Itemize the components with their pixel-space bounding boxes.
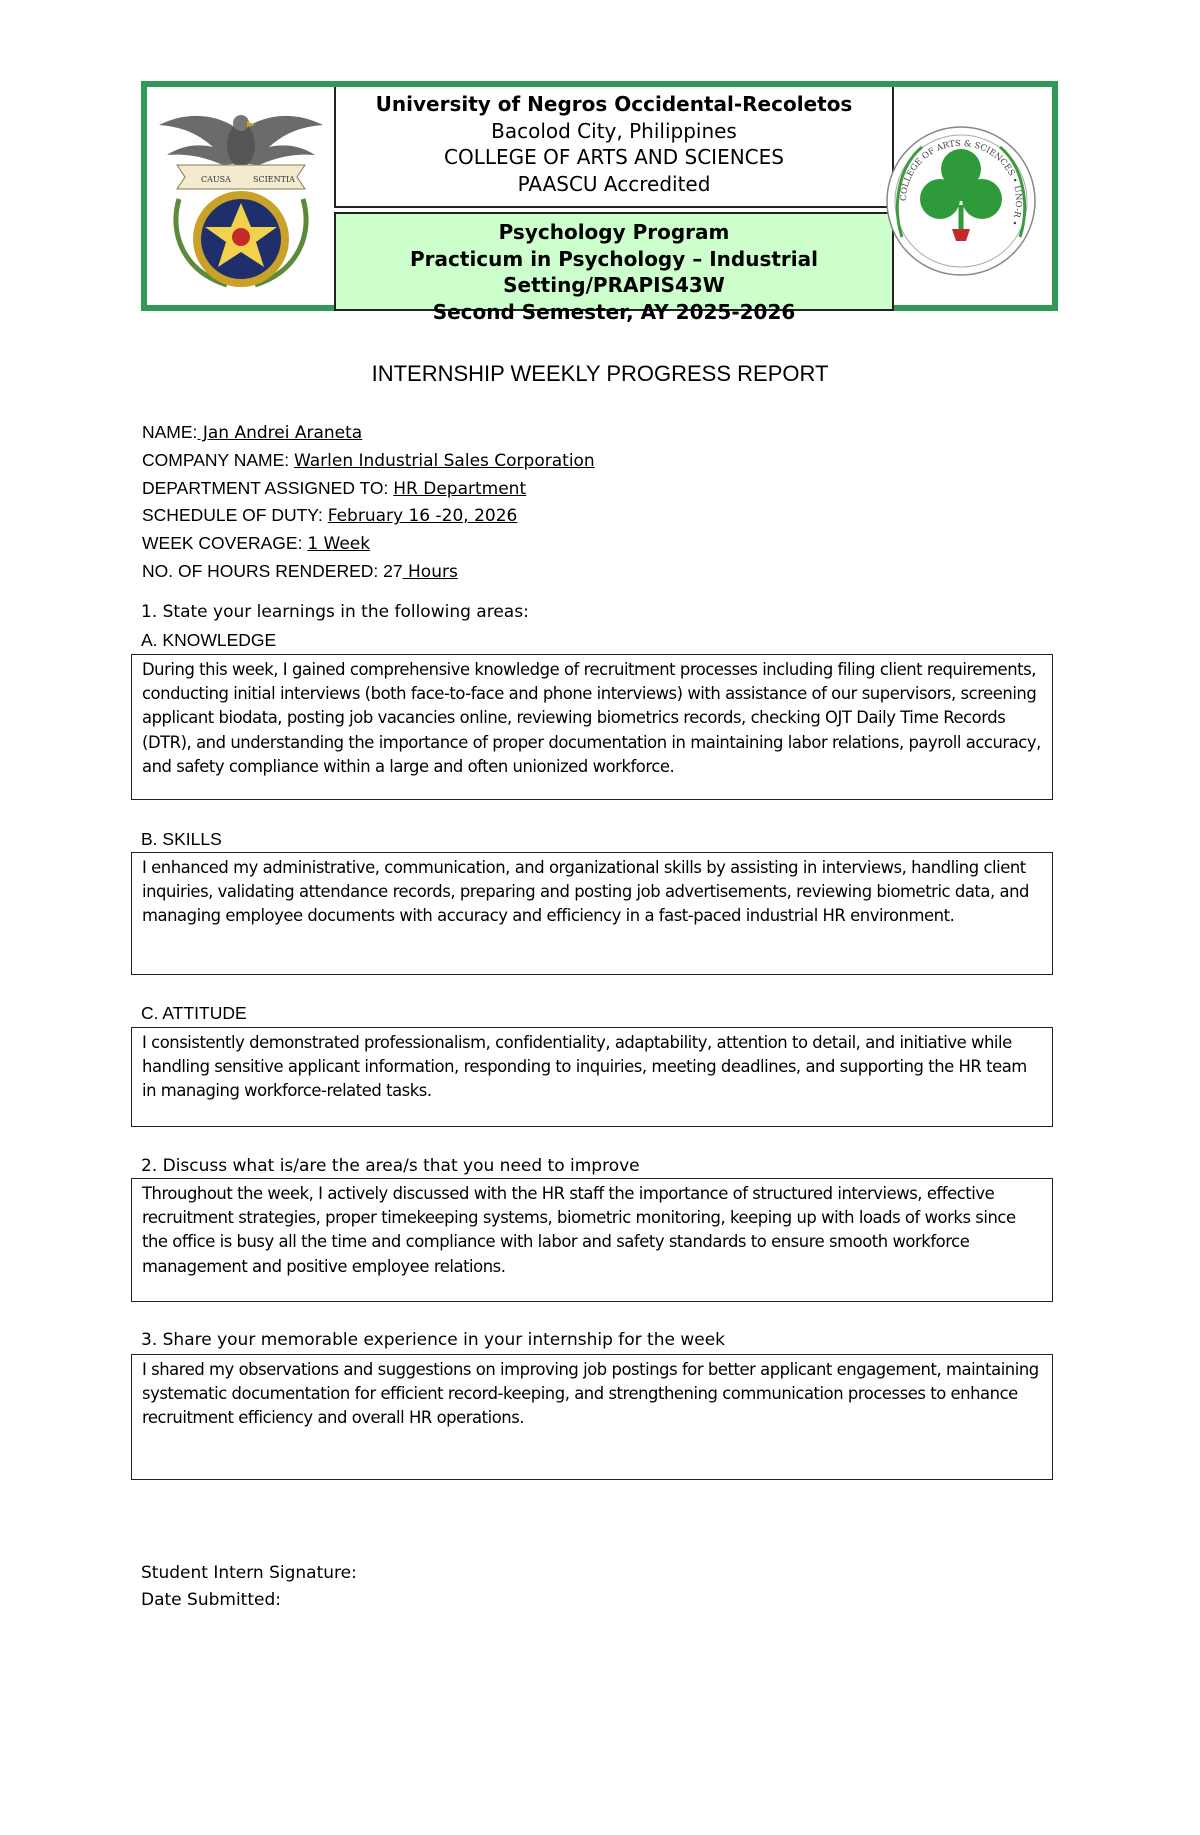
date-submitted-line: Date Submitted: (141, 1590, 281, 1610)
company-value: Warlen Industrial Sales Corporation (294, 450, 595, 471)
report-info-fields (142, 419, 595, 586)
document-header (141, 81, 1058, 324)
memorable-answer-box: I shared my observations and suggestions on improving job postings for better applicant engagement, maintaining systematic documentation for efficient record-keeping, and strengthening communication processes to enhance recruitment efficiency and overall HR operations. (131, 1354, 1053, 1480)
hours-value: Hours (402, 561, 458, 582)
improve-answer-box: Throughout the week, I actively discussed with the HR staff the importance of structured interviews, effective recruitment strategies, proper timekeeping systems, biometric monitoring, keeping up with loads of works since the office is busy all the time and compliance with labor and safety standards to ensure smooth workforce management and positive employee relations. (131, 1178, 1053, 1302)
university-city: Bacolod City, Philippines (491, 118, 737, 143)
seal-banner-right: SCIENTIA (253, 175, 295, 184)
name-value: Jan Andrei Araneta (197, 423, 363, 443)
course-title-line2: Setting/PRAPIS43W (503, 273, 725, 297)
attitude-label: C. ATTITUDE (141, 1003, 247, 1023)
skills-label: B. SKILLS (141, 829, 222, 849)
course-title-line1: Practicum in Psychology – Industrial (410, 246, 818, 271)
college-seal-text: COLLEGE OF ARTS & SCIENCES • UNO-R • (898, 138, 1024, 227)
week-coverage-value: 1 Week (307, 534, 371, 555)
schedule-row: SCHEDULE OF DUTY: February 16 -20, 2026 (142, 505, 518, 527)
university-name: University of Negros Occidental-Recoletos (375, 92, 853, 116)
question-1: 1. State your learnings in the following areas: (141, 602, 529, 622)
seal-banner-left: CAUSA (201, 175, 231, 184)
hours-row: NO. OF HOURS RENDERED: 27 Hours (142, 560, 458, 582)
semester-text: Second Semester, AY 2025-2026 (432, 299, 796, 324)
signature-line: Student Intern Signature: (141, 1563, 357, 1583)
program-block (334, 212, 894, 324)
knowledge-label: A. KNOWLEDGE (141, 630, 277, 650)
department-row: DEPARTMENT ASSIGNED TO: HR Department (142, 477, 527, 499)
university-seal-logo (157, 103, 325, 293)
week-coverage-row: WEEK COVERAGE: 1 Week (142, 533, 371, 555)
college-name: COLLEGE OF ARTS AND SCIENCES (444, 145, 784, 169)
schedule-value: February 16 -20, 2026 (327, 506, 518, 527)
accreditation-text: PAASCU Accredited (517, 171, 711, 196)
department-value: HR Department (393, 478, 527, 499)
attitude-answer-box: I consistently demonstrated professionalism, confidentiality, adaptability, attention to detail, and initiative while handling sensitive applicant information, responding to inquiries, meeting deadlines, and supporting the HR team in managing workforce-related tasks. (131, 1027, 1053, 1127)
program-name: Psychology Program (498, 220, 730, 244)
report-title: INTERNSHIP WEEKLY PROGRESS REPORT (371, 361, 829, 386)
company-row: COMPANY NAME: Warlen Industrial Sales Corporation (142, 449, 595, 471)
name-row: NAME: Jan Andrei Araneta (142, 422, 363, 443)
question-3: 3. Share your memorable experience in your internship for the week (141, 1330, 726, 1350)
knowledge-answer-box: During this week, I gained comprehensive knowledge of recruitment processes including filing client requirements, conducting initial interviews (both face-to-face and phone interviews) with assistance of our supervisors, screening applicant biodata, posting job vacancies online, reviewing biometrics records, checking OJT Daily Time Records (DTR), and understanding the importance of proper documentation in maintaining labor relations, payroll accuracy, and safety compliance within a large and often unionized workforce. (131, 654, 1053, 800)
institution-block (334, 87, 894, 208)
question-2: 2. Discuss what is/are the area/s that you need to improve (141, 1156, 640, 1176)
skills-answer-box: I enhanced my administrative, communication, and organizational skills by assisting in interviews, handling client inquiries, validating attendance records, preparing and posting job advertisements, reviewing biometric data, and managing employee documents with accuracy and efficiency in a fast-paced industrial HR environment. (131, 852, 1053, 975)
college-seal-logo (882, 117, 1040, 285)
